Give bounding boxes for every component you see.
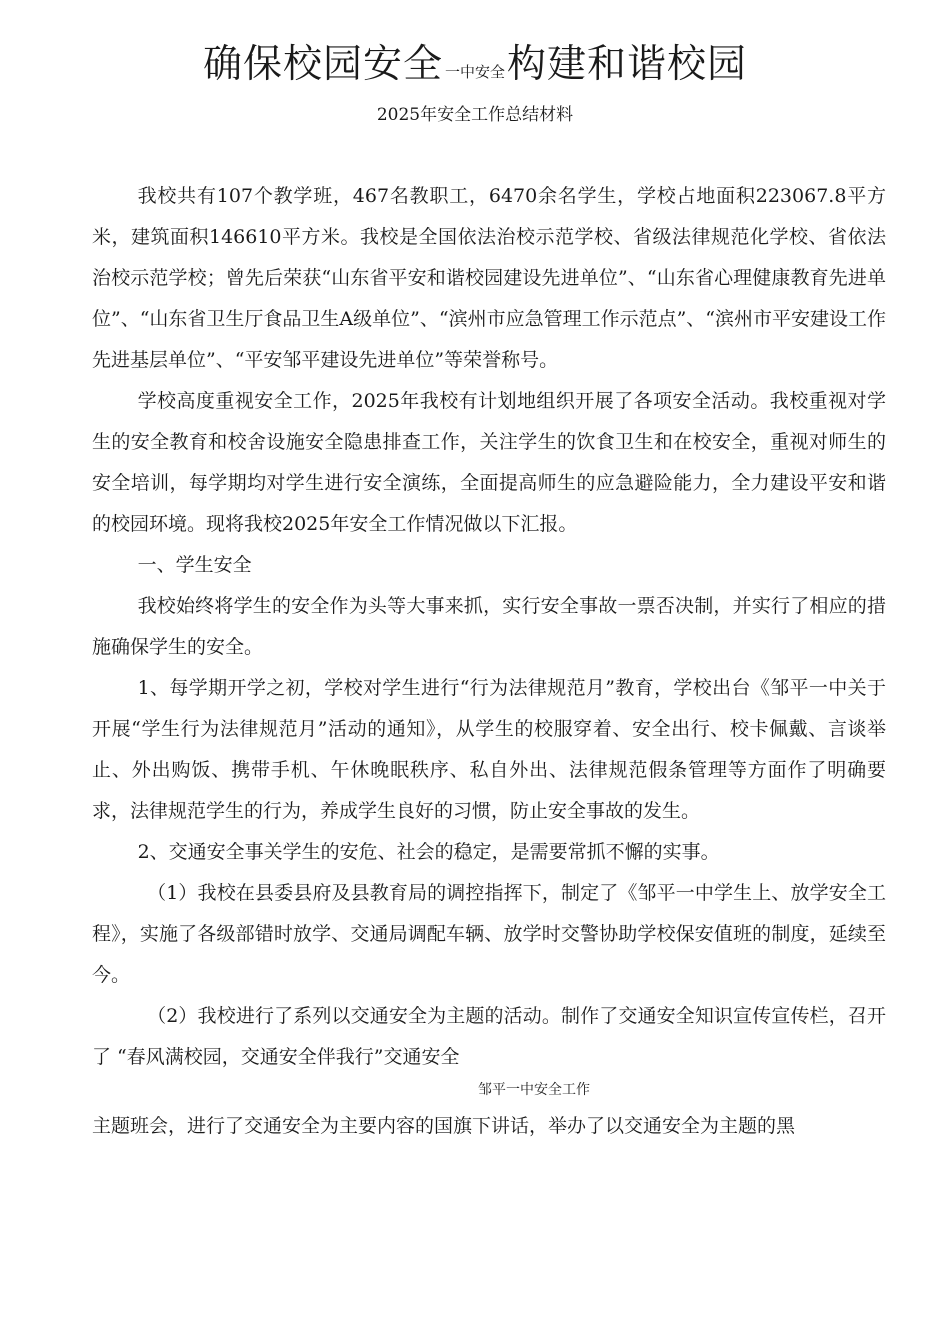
title-small-insert: 一中安全 bbox=[444, 63, 505, 81]
title-main-right: 构建和谐校园 bbox=[507, 42, 748, 87]
paragraph-safety-priority: 学校高度重视安全工作，2025年我校有计划地组织开展了各项安全活动。我校重视对学生的安全教育和校舍设施安全隐患排查工作，关注学生的饮食卫生和在校安全，重视对师生的安全培训，每学期均对学生进行安全演练，全面提高师生的应急避险能力，全力建设平安和谐的校园环境。现将我校2025年安全工作情况做以下汇报。 bbox=[92, 390, 886, 535]
paragraph-item-1: 1、每学期开学之初，学校对学生进行“行为法律规范月”教育，学校出台《邹平一中关于开展“学生行为法律规范月”活动的通知》，从学生的校服穿着、安全出行、校卡佩戴、言谈举止、外出购饭、携带手机、午休晚眠秩序、私自外出、法律规范假条管理等方面作了明确要求，法律规范学生的行为，养成学生良好的习惯，防止安全事故的发生。 bbox=[92, 677, 886, 822]
paragraph-school-overview: 我校共有107个教学班，467名教职工，6470余名学生，学校占地面积223067.8平方米，建筑面积146610平方米。我校是全国依法治校示范学校、省级法律规范化学校、省依法治校示范学校；曾先后荣获“山东省平安和谐校园建设先进单位”、“山东省心理健康教育先进单位”、“山东省卫生厅食品卫生A级单位”、“滨州市应急管理工作示范点”、“滨州市平安建设工作先进基层单位”、“平安邹平建设先进单位”等荣誉称号。 bbox=[92, 185, 887, 371]
title-main-left: 确保校园安全 bbox=[202, 42, 443, 87]
paragraph-item-2-2: （2）我校进行了系列以交通安全为主题的活动。制作了交通安全知识宣传宣传栏，召开了 “春风满校园，交通安全伴我行”交通安全 bbox=[92, 1005, 886, 1068]
paragraph-item-2: 2、交通安全事关学生的安危、社会的稳定，是需要常抓不懈的实事。 bbox=[137, 841, 720, 863]
section-heading-student-safety: 一、学生安全 bbox=[137, 554, 252, 576]
document-subtitle: 2025年安全工作总结材料 bbox=[376, 105, 574, 125]
paragraph-continuation: 主题班会，进行了交通安全为主要内容的国旗下讲话，举办了以交通安全为主题的黑 bbox=[92, 1115, 796, 1137]
page-footer-note: 邹平一中安全工作 bbox=[478, 1082, 590, 1098]
paragraph-student-safety-intro: 我校始终将学生的安全作为头等大事来抓，实行安全事故一票否决制，并实行了相应的措施确保学生的安全。 bbox=[92, 595, 886, 658]
paragraph-item-2-1: （1）我校在县委县府及县教育局的调控指挥下，制定了《邹平一中学生上、放学安全工程》，实施了各级部错时放学、交通局调配车辆、放学时交警协助学校保安值班的制度，延续至今。 bbox=[92, 882, 886, 986]
document-title bbox=[0, 38, 950, 99]
document-body bbox=[92, 176, 886, 1147]
